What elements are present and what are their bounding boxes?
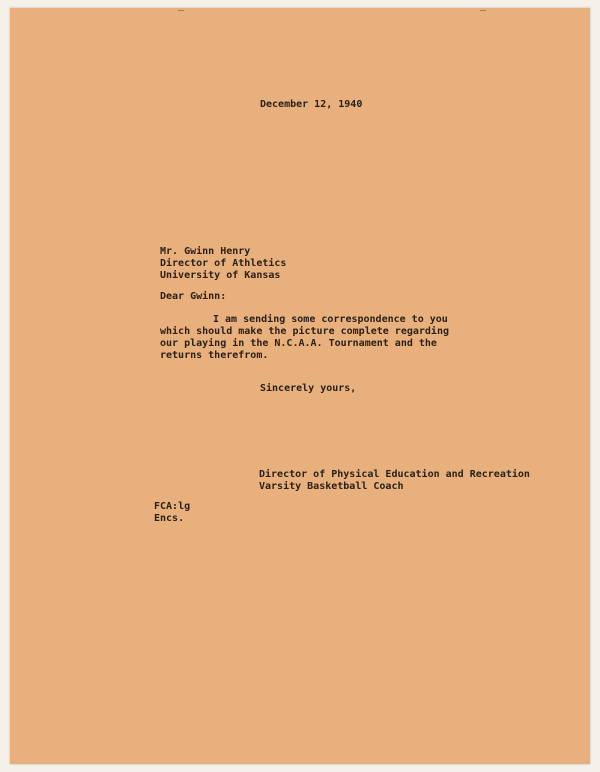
recipient-title: Director of Athletics [160, 258, 287, 269]
body-line: returns therefrom. [160, 350, 269, 361]
salutation: Dear Gwinn: [160, 291, 227, 302]
reference-initials: FCA:lg [154, 501, 191, 512]
signature-title: Varsity Basketball Coach [259, 481, 404, 492]
letter-date: December 12, 1940 [260, 99, 363, 110]
recipient-name: Mr. Gwinn Henry [160, 246, 251, 257]
body-line: which should make the picture complete regarding [160, 326, 449, 337]
paper-speck [178, 10, 184, 11]
signature-title: Director of Physical Education and Recreation [259, 469, 530, 480]
closing: Sincerely yours, [260, 383, 357, 394]
body-line: our playing in the N.C.A.A. Tournament and the [160, 338, 437, 349]
enclosures-note: Encs. [154, 513, 185, 524]
recipient-institution: University of Kansas [160, 270, 281, 281]
paper-speck [480, 10, 486, 11]
letter-page [10, 8, 590, 764]
body-line: I am sending some correspondence to you [213, 314, 448, 325]
